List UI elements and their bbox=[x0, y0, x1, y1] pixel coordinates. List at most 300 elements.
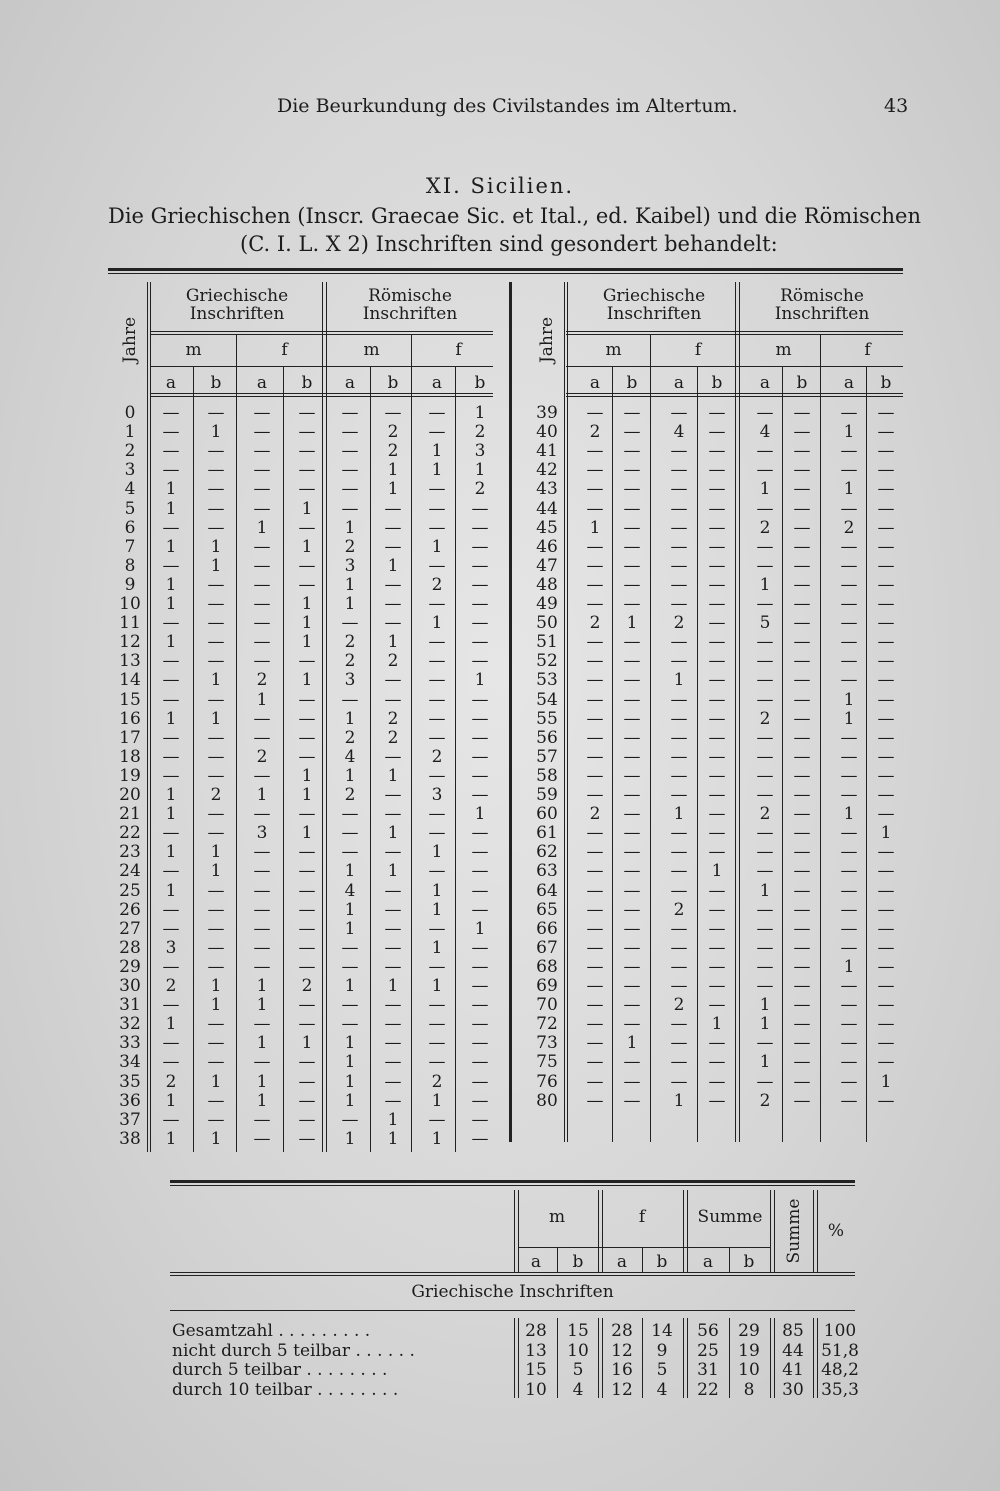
summary-cell: 4 bbox=[572, 1379, 584, 1400]
year-header-vertical: Jahre bbox=[120, 316, 140, 364]
table-cell: — bbox=[756, 632, 774, 653]
table-cell: 1 bbox=[210, 995, 222, 1016]
year-cell: 12 bbox=[119, 632, 141, 653]
table-cell: — bbox=[840, 918, 858, 939]
year-cell: 29 bbox=[119, 956, 141, 977]
table-cell: — bbox=[586, 651, 604, 672]
year-cell: 59 bbox=[536, 785, 558, 805]
table-cell: — bbox=[298, 1128, 316, 1149]
table-cell: — bbox=[623, 861, 641, 882]
table-cell: — bbox=[623, 804, 641, 825]
table-cell: — bbox=[471, 765, 489, 786]
table-cell: — bbox=[623, 765, 641, 786]
table-cell: 1 bbox=[344, 1128, 356, 1149]
table-cell: — bbox=[471, 746, 489, 767]
table-cell: — bbox=[623, 594, 641, 614]
table-cell: — bbox=[471, 517, 489, 538]
table-cell: 1 bbox=[210, 536, 222, 557]
table-cell: 1 bbox=[165, 804, 177, 825]
table-cell: — bbox=[708, 976, 726, 996]
table-cell: — bbox=[253, 727, 271, 748]
table-cell: — bbox=[428, 1109, 446, 1130]
table-cell: — bbox=[207, 746, 225, 767]
table-cell: — bbox=[586, 746, 604, 767]
table-cell: — bbox=[670, 823, 688, 844]
table-cell: — bbox=[471, 823, 489, 844]
year-cell: 23 bbox=[119, 842, 141, 863]
table-cell: — bbox=[207, 765, 225, 786]
table-cell: — bbox=[428, 670, 446, 691]
table-cell: — bbox=[670, 479, 688, 500]
table-cell: — bbox=[877, 785, 895, 805]
table-cell: 1 bbox=[301, 498, 313, 519]
table-cell: — bbox=[384, 1090, 402, 1111]
year-cell: 72 bbox=[536, 1014, 558, 1035]
table-cell: — bbox=[708, 842, 726, 863]
subcol-header-a: a bbox=[673, 373, 685, 393]
table-cell: — bbox=[207, 880, 225, 901]
table-cell: — bbox=[586, 479, 604, 500]
table-cell: — bbox=[586, 670, 604, 691]
table-cell: 1 bbox=[387, 861, 399, 882]
table-cell: — bbox=[162, 1052, 180, 1073]
table-cell: — bbox=[207, 517, 225, 538]
table-cell: 2 bbox=[431, 1071, 443, 1092]
table-cell: — bbox=[793, 785, 811, 805]
table-cell: — bbox=[162, 422, 180, 443]
year-cell: 21 bbox=[119, 804, 141, 825]
year-cell: 15 bbox=[119, 689, 141, 710]
table-cell: — bbox=[840, 880, 858, 901]
table-cell: 1 bbox=[165, 498, 177, 519]
subcol-header-b: b bbox=[301, 373, 313, 393]
year-cell: 36 bbox=[119, 1090, 141, 1111]
table-cell: — bbox=[877, 727, 895, 748]
table-cell: 1 bbox=[165, 1128, 177, 1149]
table-cell: — bbox=[793, 956, 811, 977]
table-cell: 2 bbox=[210, 785, 222, 805]
year-cell: 66 bbox=[536, 918, 558, 939]
table-cell: — bbox=[207, 1052, 225, 1073]
table-cell: — bbox=[793, 880, 811, 901]
year-cell: 53 bbox=[536, 670, 558, 691]
table-cell: — bbox=[793, 498, 811, 519]
subcol-header-b: b bbox=[210, 373, 222, 393]
table-cell: — bbox=[207, 498, 225, 519]
table-cell: — bbox=[708, 555, 726, 576]
table-cell: — bbox=[207, 727, 225, 748]
table-cell: — bbox=[708, 594, 726, 614]
table-cell: — bbox=[670, 498, 688, 519]
table-cell: 1 bbox=[344, 1052, 356, 1073]
table-cell: — bbox=[162, 517, 180, 538]
table-cell: — bbox=[471, 861, 489, 882]
table-cell: — bbox=[341, 956, 359, 977]
year-cell: 0 bbox=[124, 403, 136, 423]
table-cell: — bbox=[162, 746, 180, 767]
table-cell: — bbox=[623, 632, 641, 653]
table-cell: — bbox=[471, 689, 489, 710]
table-cell: 2 bbox=[256, 746, 268, 767]
year-cell: 2 bbox=[124, 441, 136, 462]
table-cell: — bbox=[586, 708, 604, 729]
summary-row-label: nicht durch 5 teilbar . . . . . . bbox=[172, 1340, 415, 1361]
running-title: Die Beurkundung des Civilstandes im Altertum. bbox=[277, 95, 738, 117]
subcol-header-a: a bbox=[165, 373, 177, 393]
table-cell: — bbox=[298, 804, 316, 825]
table-cell: — bbox=[877, 746, 895, 767]
roman-header: Römische Inschriften bbox=[774, 286, 870, 324]
table-cell: 1 bbox=[165, 1014, 177, 1035]
year-header-vertical: Jahre bbox=[537, 316, 557, 364]
table-cell: — bbox=[428, 632, 446, 653]
table-cell: — bbox=[756, 460, 774, 481]
summary-header-f: f bbox=[638, 1207, 646, 1227]
table-cell: — bbox=[670, 517, 688, 538]
table-cell: — bbox=[756, 536, 774, 557]
subcol-header-b: b bbox=[711, 373, 723, 393]
year-cell: 52 bbox=[536, 651, 558, 672]
table-cell: 2 bbox=[589, 804, 601, 825]
table-cell: 2 bbox=[431, 574, 443, 595]
summary-cell: 41 bbox=[782, 1360, 804, 1380]
table-cell: — bbox=[253, 479, 271, 500]
year-cell: 55 bbox=[536, 708, 558, 729]
year-cell: 48 bbox=[536, 574, 558, 595]
table-cell: — bbox=[207, 1109, 225, 1130]
table-cell: 2 bbox=[344, 536, 356, 557]
table-cell: — bbox=[298, 574, 316, 595]
summary-cell: 15 bbox=[567, 1321, 589, 1341]
year-cell: 57 bbox=[536, 746, 558, 767]
table-cell: 1 bbox=[301, 536, 313, 557]
table-cell: — bbox=[623, 727, 641, 748]
table-cell: — bbox=[877, 460, 895, 481]
year-cell: 32 bbox=[119, 1014, 141, 1035]
table-cell: — bbox=[384, 842, 402, 863]
table-cell: — bbox=[877, 594, 895, 614]
table-cell: — bbox=[840, 785, 858, 805]
table-cell: 1 bbox=[843, 479, 855, 500]
table-cell: — bbox=[708, 613, 726, 634]
table-cell: — bbox=[670, 746, 688, 767]
table-cell: — bbox=[756, 976, 774, 996]
subcol-header-a: a bbox=[256, 373, 268, 393]
table-cell: — bbox=[298, 651, 316, 672]
table-cell: — bbox=[253, 403, 271, 423]
table-cell: — bbox=[793, 670, 811, 691]
table-cell: — bbox=[586, 956, 604, 977]
table-cell: — bbox=[623, 746, 641, 767]
table-cell: — bbox=[253, 804, 271, 825]
table-cell: — bbox=[384, 1052, 402, 1073]
table-cell: 1 bbox=[256, 517, 268, 538]
table-cell: — bbox=[298, 899, 316, 920]
table-cell: 1 bbox=[256, 785, 268, 805]
table-cell: — bbox=[162, 823, 180, 844]
table-cell: — bbox=[253, 1014, 271, 1035]
table-cell: — bbox=[207, 403, 225, 423]
table-cell: 1 bbox=[431, 460, 443, 481]
table-cell: 1 bbox=[344, 899, 356, 920]
table-cell: 1 bbox=[301, 1033, 313, 1054]
table-cell: — bbox=[471, 1109, 489, 1130]
table-cell: 2 bbox=[759, 708, 771, 729]
table-cell: — bbox=[428, 804, 446, 825]
table-cell: — bbox=[384, 785, 402, 805]
table-cell: — bbox=[207, 804, 225, 825]
sex-header-m: m bbox=[605, 340, 622, 360]
table-cell: — bbox=[670, 956, 688, 977]
table-cell: 3 bbox=[344, 670, 356, 691]
table-cell: — bbox=[670, 727, 688, 748]
table-cell: — bbox=[207, 956, 225, 977]
table-cell: 1 bbox=[210, 976, 222, 996]
table-cell: — bbox=[207, 441, 225, 462]
table-cell: — bbox=[708, 956, 726, 977]
table-cell: 1 bbox=[759, 479, 771, 500]
table-cell: 1 bbox=[474, 403, 486, 423]
table-cell: — bbox=[341, 441, 359, 462]
table-cell: — bbox=[708, 403, 726, 423]
table-cell: — bbox=[623, 1014, 641, 1035]
sex-header-m: m bbox=[185, 340, 202, 360]
table-cell: — bbox=[471, 555, 489, 576]
table-cell: — bbox=[756, 765, 774, 786]
summary-cell: 10 bbox=[738, 1360, 760, 1380]
table-cell: — bbox=[471, 727, 489, 748]
column-rule bbox=[770, 1190, 771, 1272]
table-cell: — bbox=[298, 555, 316, 576]
subcol-header-b: b bbox=[796, 373, 808, 393]
year-cell: 22 bbox=[119, 823, 141, 844]
year-cell: 4 bbox=[124, 479, 136, 500]
year-cell: 26 bbox=[119, 899, 141, 920]
table-cell: — bbox=[793, 823, 811, 844]
table-cell: — bbox=[793, 1071, 811, 1092]
table-cell: 2 bbox=[759, 804, 771, 825]
subcol-header-b: b bbox=[474, 373, 486, 393]
table-cell: — bbox=[207, 460, 225, 481]
table-cell: — bbox=[207, 479, 225, 500]
table-cell: — bbox=[586, 632, 604, 653]
year-cell: 7 bbox=[124, 536, 136, 557]
table-cell: 1 bbox=[431, 880, 443, 901]
table-cell: — bbox=[253, 651, 271, 672]
table-cell: — bbox=[471, 956, 489, 977]
table-cell: — bbox=[298, 422, 316, 443]
table-cell: — bbox=[623, 976, 641, 996]
table-cell: — bbox=[708, 517, 726, 538]
table-cell: 1 bbox=[387, 823, 399, 844]
table-cell: — bbox=[793, 574, 811, 595]
summary-cell: 5 bbox=[572, 1360, 584, 1380]
table-cell: — bbox=[428, 956, 446, 977]
table-cell: 1 bbox=[210, 708, 222, 729]
greek-header: Griechische Inschriften bbox=[185, 286, 289, 324]
table-cell: — bbox=[708, 651, 726, 672]
table-cell: — bbox=[623, 918, 641, 939]
table-cell: 2 bbox=[474, 422, 486, 443]
table-cell: — bbox=[253, 536, 271, 557]
table-cell: — bbox=[162, 1109, 180, 1130]
table-cell: — bbox=[877, 498, 895, 519]
table-cell: — bbox=[877, 555, 895, 576]
table-cell: — bbox=[162, 403, 180, 423]
table-cell: 1 bbox=[256, 689, 268, 710]
year-cell: 51 bbox=[536, 632, 558, 653]
table-cell: 2 bbox=[759, 517, 771, 538]
table-cell: 1 bbox=[165, 594, 177, 614]
table-cell: — bbox=[623, 670, 641, 691]
table-cell: 1 bbox=[626, 613, 638, 634]
table-cell: 1 bbox=[431, 937, 443, 958]
table-cell: — bbox=[793, 746, 811, 767]
year-cell: 63 bbox=[536, 861, 558, 882]
year-cell: 8 bbox=[124, 555, 136, 576]
column-rule bbox=[598, 1318, 599, 1398]
summary-header-m: m bbox=[548, 1207, 566, 1227]
year-cell: 75 bbox=[536, 1052, 558, 1073]
table-cell: — bbox=[428, 479, 446, 500]
table-cell: 2 bbox=[589, 613, 601, 634]
year-cell: 17 bbox=[119, 727, 141, 748]
summary-cell: 4 bbox=[656, 1379, 668, 1400]
table-cell: 1 bbox=[210, 1128, 222, 1149]
table-cell: — bbox=[877, 632, 895, 653]
table-cell: 1 bbox=[431, 1128, 443, 1149]
summary-subcol-b: b bbox=[656, 1252, 668, 1272]
table-cell: — bbox=[623, 842, 641, 863]
year-cell: 76 bbox=[536, 1071, 558, 1092]
year-cell: 28 bbox=[119, 937, 141, 958]
table-cell: — bbox=[840, 498, 858, 519]
table-cell: — bbox=[793, 861, 811, 882]
table-cell: — bbox=[623, 823, 641, 844]
table-cell: 1 bbox=[210, 1071, 222, 1092]
table-cell: 1 bbox=[256, 1090, 268, 1111]
summary-cell: 30 bbox=[782, 1379, 804, 1400]
table-cell: 2 bbox=[673, 613, 685, 634]
table-cell: 1 bbox=[387, 765, 399, 786]
table-cell: — bbox=[840, 727, 858, 748]
sex-header-m: m bbox=[363, 340, 380, 360]
table-cell: — bbox=[428, 823, 446, 844]
table-cell: 1 bbox=[344, 1090, 356, 1111]
table-cell: — bbox=[586, 976, 604, 996]
table-cell: — bbox=[207, 1033, 225, 1054]
table-cell: — bbox=[840, 1090, 858, 1111]
table-cell: — bbox=[253, 441, 271, 462]
table-cell: — bbox=[586, 441, 604, 462]
table-cell: — bbox=[793, 995, 811, 1016]
table-cell: — bbox=[877, 670, 895, 691]
table-cell: — bbox=[708, 498, 726, 519]
table-cell: — bbox=[253, 880, 271, 901]
table-cell: 1 bbox=[474, 670, 486, 691]
table-cell: — bbox=[670, 842, 688, 863]
table-cell: — bbox=[708, 823, 726, 844]
table-cell: — bbox=[384, 689, 402, 710]
table-cell: — bbox=[384, 594, 402, 614]
sex-header-f: f bbox=[864, 340, 871, 360]
table-cell: 1 bbox=[344, 1033, 356, 1054]
table-cell: — bbox=[623, 536, 641, 557]
year-cell: 38 bbox=[119, 1128, 141, 1149]
table-cell: — bbox=[471, 899, 489, 920]
column-rule bbox=[557, 1248, 558, 1272]
table-cell: 1 bbox=[711, 1014, 723, 1035]
table-cell: 1 bbox=[431, 1090, 443, 1111]
table-cell: — bbox=[586, 403, 604, 423]
table-cell: 1 bbox=[210, 670, 222, 691]
table-cell: — bbox=[253, 632, 271, 653]
table-cell: — bbox=[207, 594, 225, 614]
table-cell: — bbox=[428, 861, 446, 882]
table-cell: — bbox=[586, 785, 604, 805]
table-cell: — bbox=[840, 594, 858, 614]
year-cell: 13 bbox=[119, 651, 141, 672]
table-cell: 1 bbox=[210, 422, 222, 443]
table-cell: — bbox=[670, 1033, 688, 1054]
table-cell: — bbox=[793, 517, 811, 538]
year-cell: 39 bbox=[536, 403, 558, 423]
summary-cell: 44 bbox=[782, 1340, 804, 1361]
table-cell: — bbox=[877, 403, 895, 423]
table-cell: — bbox=[253, 1128, 271, 1149]
table-cell: — bbox=[586, 689, 604, 710]
table-cell: — bbox=[840, 651, 858, 672]
table-cell: — bbox=[623, 441, 641, 462]
table-cell: — bbox=[793, 976, 811, 996]
table-cell: 1 bbox=[474, 918, 486, 939]
summary-subcol-a: a bbox=[530, 1252, 542, 1272]
table-cell: 4 bbox=[673, 422, 685, 443]
summary-section-label: Griechische Inschriften bbox=[411, 1282, 614, 1302]
summary-cell: 25 bbox=[697, 1340, 719, 1361]
table-cell: 2 bbox=[843, 517, 855, 538]
table-cell: 1 bbox=[344, 594, 356, 614]
table-cell: — bbox=[428, 651, 446, 672]
year-cell: 3 bbox=[124, 460, 136, 481]
table-cell: — bbox=[253, 613, 271, 634]
table-cell: — bbox=[793, 460, 811, 481]
table-cell: 2 bbox=[759, 1090, 771, 1111]
column-rule bbox=[683, 1318, 684, 1398]
table-cell: — bbox=[877, 995, 895, 1016]
subcol-header-a: a bbox=[759, 373, 771, 393]
table-cell: — bbox=[877, 861, 895, 882]
year-cell: 33 bbox=[119, 1033, 141, 1054]
table-cell: 1 bbox=[344, 765, 356, 786]
table-cell: — bbox=[708, 880, 726, 901]
table-cell: — bbox=[756, 651, 774, 672]
table-cell: — bbox=[670, 1071, 688, 1092]
rule bbox=[518, 1247, 770, 1248]
table-cell: — bbox=[840, 460, 858, 481]
year-cell: 20 bbox=[119, 785, 141, 805]
table-cell: — bbox=[298, 861, 316, 882]
summary-cell: 31 bbox=[697, 1360, 719, 1380]
summary-cell: 12 bbox=[611, 1379, 633, 1400]
year-cell: 69 bbox=[536, 976, 558, 996]
table-cell: — bbox=[708, 708, 726, 729]
table-cell: 1 bbox=[843, 804, 855, 825]
table-cell: — bbox=[670, 708, 688, 729]
table-cell: — bbox=[793, 689, 811, 710]
summary-cell: 100 bbox=[823, 1321, 857, 1341]
table-cell: — bbox=[793, 918, 811, 939]
